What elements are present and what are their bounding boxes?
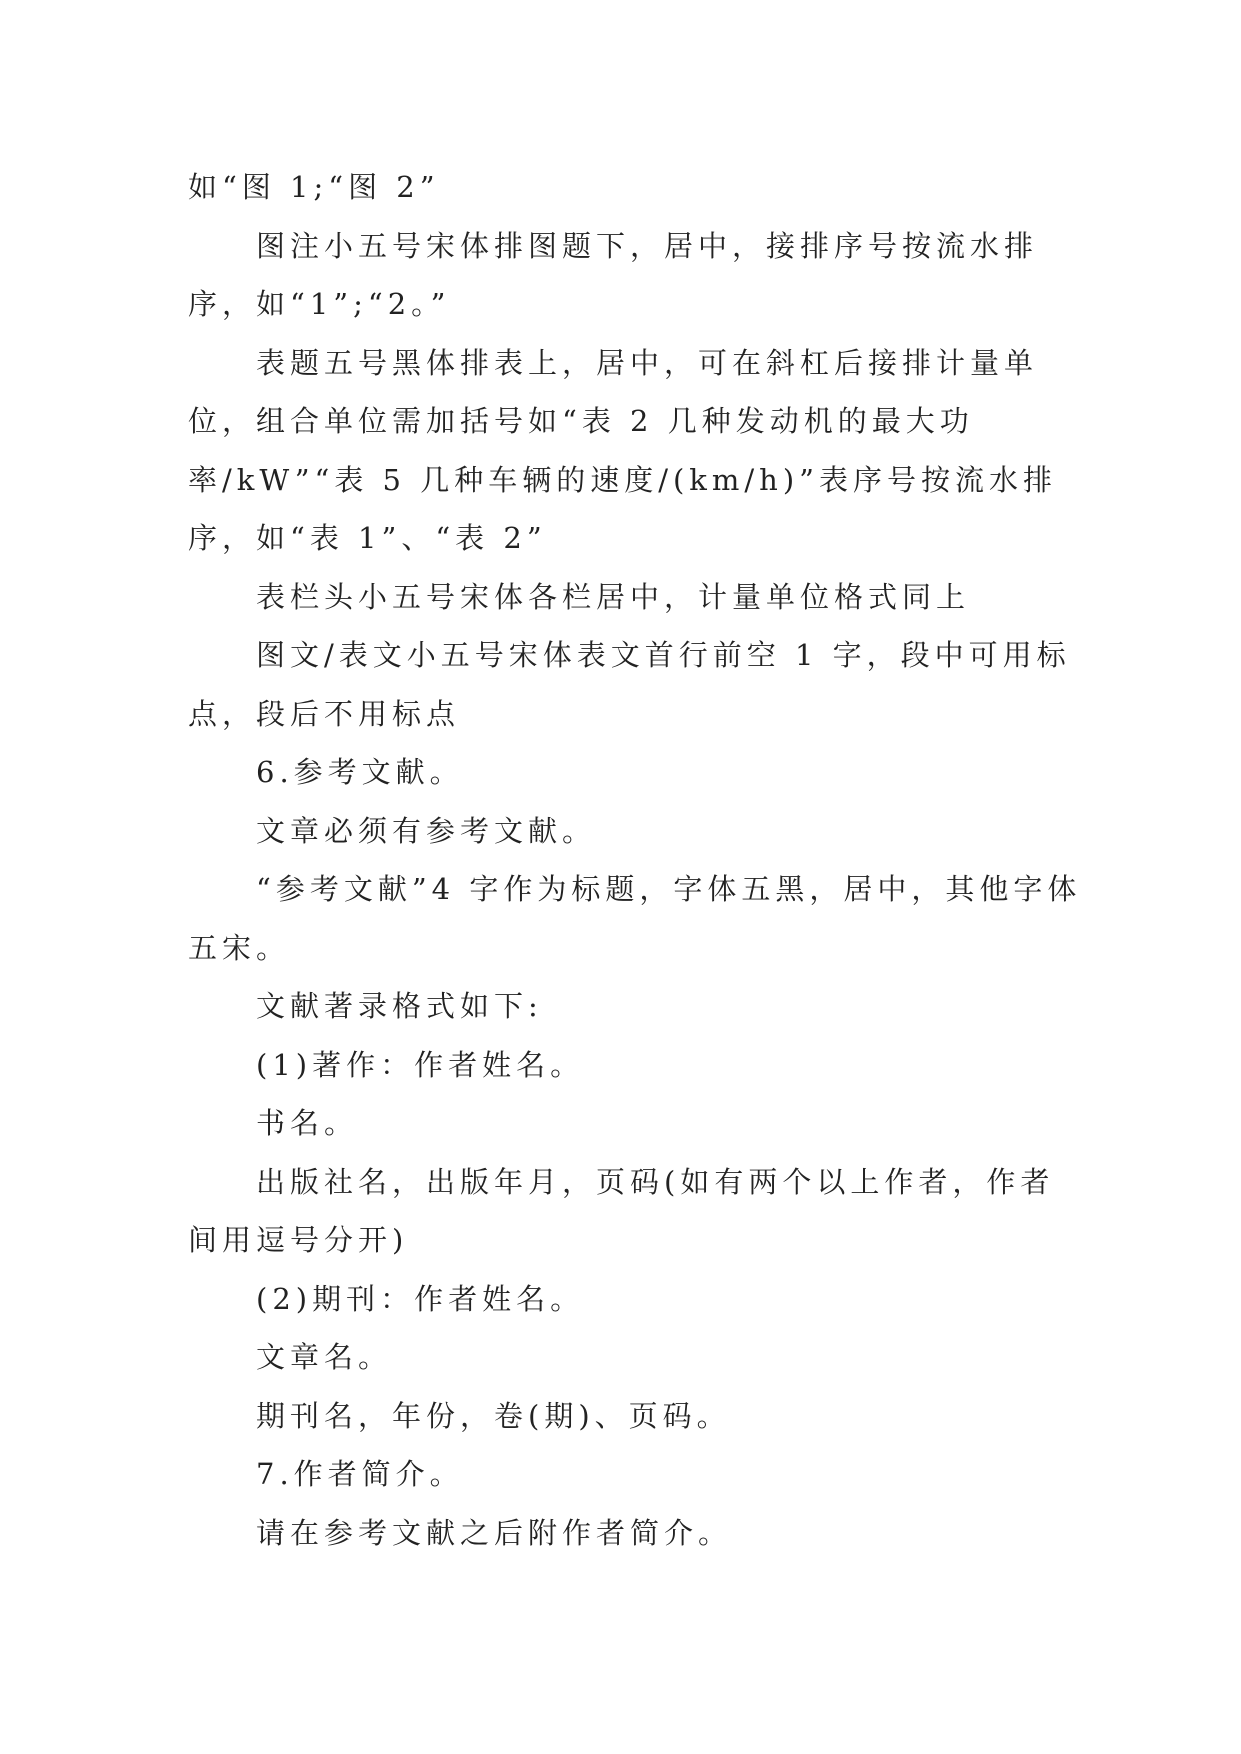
paragraph-figure-caption-rule: 图注小五号宋体排图题下，居中，接排序号按流水排序，如“1”;“2。”	[188, 228, 1039, 321]
document-body	[188, 158, 1088, 1562]
list-item-journals-author: (2)期刊：作者姓名。	[256, 1281, 585, 1316]
paragraph-references-required: 文章必须有参考文献。	[256, 813, 597, 848]
list-item-books-author: (1)著作：作者姓名。	[256, 1047, 585, 1082]
section-heading-author-bio: 7.作者简介。	[256, 1457, 464, 1491]
paragraph-figure-table-text-rule: 图文/表文小五号宋体表文首行前空 1 字，段中可用标点，段后不用标点	[188, 638, 1071, 731]
list-item-books-title: 书名。	[256, 1106, 359, 1140]
paragraph-table-header-rule: 表栏头小五号宋体各栏居中，计量单位格式同上	[256, 579, 971, 614]
section-heading-references: 6.参考文献。	[256, 755, 464, 789]
list-item-journals-article: 文章名。	[256, 1340, 393, 1374]
paragraph-references-title-format: “参考文献”4 字作为标题，字体五黑，居中，其他字体五宋。	[188, 872, 1082, 965]
list-item-books-publisher: 出版社名，出版年月，页码(如有两个以上作者，作者间用逗号分开)	[188, 1164, 1055, 1257]
paragraph-citation-format-intro: 文献著录格式如下:	[256, 989, 543, 1023]
paragraph-figure-examples: 如“图 1;“图 2”	[188, 170, 440, 204]
paragraph-author-bio-instruction: 请在参考文献之后附作者简介。	[256, 1515, 733, 1550]
list-item-journals-details: 期刊名，年份，卷(期)、页码。	[256, 1398, 731, 1433]
paragraph-table-title-rule: 表题五号黑体排表上，居中，可在斜杠后接排计量单位，组合单位需加括号如“表 2 几种发动机的最大功率/kW”“表 5 几种车辆的速度/(km/h)”表序号按流水排序，如“表 1”、“表 2”	[188, 345, 1057, 555]
